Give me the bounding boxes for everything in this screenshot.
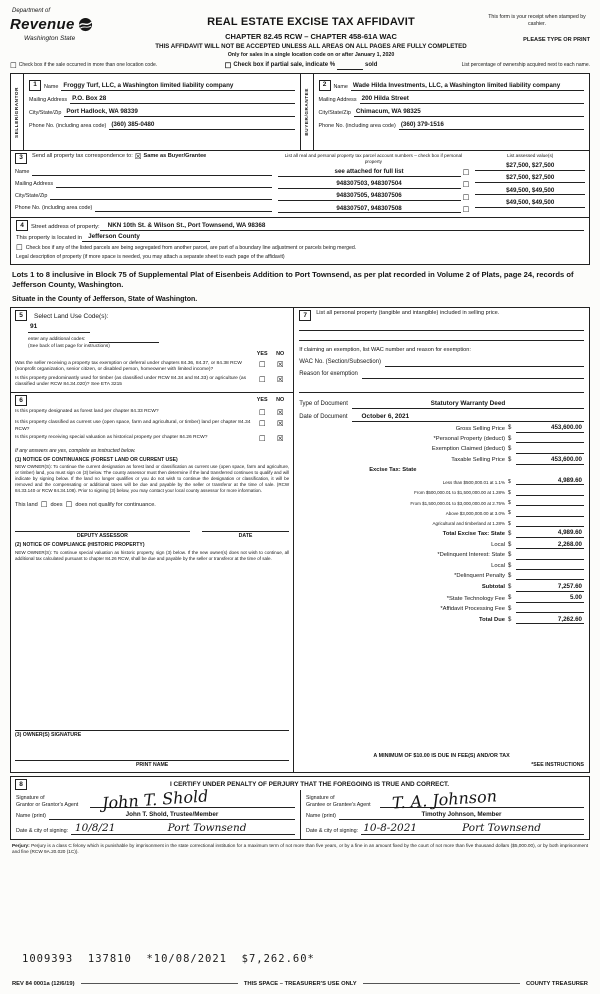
seller-phone-field[interactable]: (360) 385-0480 [109, 121, 294, 130]
corr-csz-field[interactable] [50, 192, 271, 200]
land-use-code-field[interactable]: 91 [28, 323, 90, 332]
delinquent-interest-state-field[interactable] [516, 552, 584, 560]
street-address-field[interactable]: NKN 10th St. & Wilson St., Port Townsend, WA 98368 [100, 222, 584, 231]
washington-state-label: Washington State [24, 35, 76, 43]
affidavit-processing-fee-field[interactable] [516, 605, 584, 613]
buyer-address-field[interactable]: 200 Hilda Street [360, 95, 584, 104]
tier2-tax-field[interactable] [516, 488, 584, 496]
exemption-reason-field[interactable] [362, 371, 584, 379]
grantor-date-field[interactable]: 10/8/21 [71, 823, 119, 835]
money-label: Gross Selling Price [455, 425, 505, 432]
land-use-code-label: Select Land Use Code(s): [34, 313, 109, 321]
title-block [138, 8, 484, 58]
seller-name-field[interactable]: Froggy Turf, LLC, a Washington limited liability company [61, 82, 294, 91]
parcel-row-value[interactable]: 948307503, 948307504 [278, 180, 461, 189]
dollar-sign: $ [508, 530, 512, 537]
yes-header: YES [256, 397, 268, 404]
money-label: Subtotal [481, 584, 505, 591]
q-no-checkbox[interactable]: ☒ [276, 359, 284, 369]
seller-phone-label: Phone No. (including area code) [29, 122, 107, 129]
parcel-row-checkbox[interactable]: ☐ [462, 180, 470, 190]
q-yes-checkbox[interactable]: ☐ [258, 434, 266, 444]
grantee-signature: T. A. Johnson [391, 786, 498, 814]
receipt-note: This form is your receipt when stamped by cashier. [488, 14, 586, 27]
see-back-note: (See back of last page for instructions) [28, 343, 110, 349]
seller-side-label: SELLER/GRANTOR [11, 74, 24, 150]
assessed-value[interactable]: $27,500, $27,500 [475, 162, 585, 171]
partial-sold-label: sold [365, 62, 378, 69]
exemption-intro: If claiming an exemption, list WAC number and reason for exemption: [299, 347, 471, 354]
dollar-sign: $ [508, 425, 512, 432]
does-not-label: does not qualify for continuance. [75, 501, 156, 508]
legal-description-label: Legal description of property (if more space is needed, you may attach a separate sheet to each page of the affidavit) [16, 253, 285, 260]
perjury-lead: Perjury: [12, 842, 30, 848]
state-technology-fee-field[interactable]: 5.00 [516, 594, 584, 603]
multi-location-checkbox[interactable]: ☐ [10, 61, 17, 71]
q-yes-checkbox[interactable]: ☐ [258, 359, 266, 369]
delinquent-penalty-field[interactable] [516, 572, 584, 580]
send-correspondence-label: Send all property tax correspondence to: [32, 152, 133, 159]
q-no-checkbox[interactable]: ☒ [276, 374, 284, 384]
document-type-label: Type of Document [299, 401, 348, 408]
tax-correspondence-section [10, 151, 590, 218]
parcel-row-value[interactable]: see attached for full list [278, 168, 461, 177]
subtotal-field[interactable]: 7,257.60 [516, 583, 584, 592]
does-label: does [50, 501, 63, 508]
total-excise-local-field[interactable]: 2,268.00 [516, 541, 584, 550]
no-header: NO [276, 397, 285, 404]
partial-sale-checkbox[interactable]: ☐ [224, 61, 232, 71]
personal-property-deduct-field[interactable] [516, 435, 584, 443]
this-land-label: This land [15, 501, 38, 508]
county-treasurer-label: COUNTY TREASURER [525, 980, 588, 987]
money-label: Less than $500,000.01 at 1.1% [442, 479, 505, 485]
dollar-sign: $ [508, 572, 512, 579]
grantor-signature-block [11, 786, 300, 838]
buyer-address-label: Mailing Address [318, 97, 357, 104]
money-label: From $1,500,000.01 to $3,000,000.00 at 2.75% [410, 500, 505, 506]
assessed-value[interactable]: $49,500, $49,500 [475, 187, 585, 196]
exemption-reason-label: Reason for exemption [299, 371, 358, 378]
dollar-sign: $ [508, 605, 512, 612]
type-or-print-label: PLEASE TYPE OR PRINT [523, 36, 590, 43]
parcel-row-value[interactable]: 948307505, 948307506 [278, 192, 461, 201]
selling-price-section [294, 307, 590, 773]
legal-description-text: Lots 1 to 8 inclusive in Block 75 of Supplemental Plat of Eisenbeis Addition to Port Townsend, as per plat recorded in Volume 2 of Plats, page 24, records of Jefferson County, Washington. [12, 270, 574, 290]
same-as-buyer-checkbox[interactable]: ☒ [134, 151, 142, 161]
header [10, 8, 590, 58]
footer-rule [363, 983, 520, 984]
total-due-field[interactable]: 7,262.60 [516, 616, 584, 625]
q-yes-checkbox[interactable]: ☐ [258, 407, 266, 417]
treasurer-space-label: THIS SPACE – TREASURER'S USE ONLY [243, 980, 357, 987]
grantor-date-city-label: Date & city of signing: [16, 827, 69, 834]
corr-address-label: Mailing Address [15, 181, 54, 188]
excise-tax-state-label: Excise Tax: State [369, 467, 417, 474]
additional-codes-field[interactable] [89, 336, 159, 343]
corr-address-field[interactable] [56, 180, 271, 188]
dollar-sign: $ [508, 457, 512, 464]
print-name-label: PRINT NAME [135, 761, 169, 768]
parcel-numbers-header: List all real and personal property tax parcel account numbers – check box if personal property [284, 152, 463, 164]
taxable-selling-price-field[interactable]: 453,600.00 [516, 456, 584, 465]
grantee-sig-label-1: Signature of [306, 795, 335, 802]
section-2-number: 2 [319, 80, 331, 91]
grantor-sig-label-1: Signature of [16, 795, 45, 802]
dollar-sign: $ [508, 500, 511, 506]
grantor-signature-field[interactable] [90, 786, 295, 814]
multi-location-label: Check box if the sale occurred in more than one location code. [18, 62, 158, 69]
grantee-name-print-field[interactable]: Timothy Johnson, Member [339, 811, 584, 820]
forest-land-question: Is this property designated as forest land per chapter 84.33 RCW? [15, 408, 159, 414]
section-3-number: 3 [15, 153, 27, 164]
grantee-date-city-label: Date & city of signing: [306, 827, 359, 834]
corr-name-field[interactable] [32, 168, 271, 176]
parcel-row-checkbox[interactable]: ☐ [462, 204, 470, 214]
q-no-checkbox[interactable]: ☒ [276, 419, 284, 429]
money-label: *State Technology Fee [446, 595, 505, 602]
money-label: From $500,000.01 to $1,500,000.00 at 1.28% [414, 490, 505, 496]
corr-csz-label: City/State/Zip [15, 193, 48, 200]
if-yes-note: If any answers are yes, complete as instructed below. [15, 447, 136, 454]
cashier-stamp: 1009393 137810 *10/08/2021 $7,262.60* [22, 952, 315, 965]
located-in-label: This property is located in [16, 234, 83, 241]
buyer-name-field[interactable]: Wade Hilda Investments, LLC, a Washington limited liability company [351, 82, 584, 91]
grantor-sig-label-2: Grantor or Grantor's Agent [16, 801, 79, 808]
section-8-number: 8 [15, 779, 27, 790]
money-label: Agricultural and timberland at 1.28% [432, 521, 505, 527]
dollar-sign: $ [508, 510, 511, 517]
owner-signature-label: (3) OWNER(S) SIGNATURE [15, 732, 82, 739]
form-revision-number: REV 84 0001a (12/6/19) [12, 980, 75, 987]
land-use-section [10, 307, 294, 393]
buyer-csz-field[interactable]: Chimacum, WA 98325 [354, 108, 584, 117]
dept-of-label: Department of [12, 8, 51, 14]
section-6-number: 6 [15, 395, 27, 406]
deputy-assessor-label: DEPUTY ASSESSOR [76, 532, 128, 539]
parcel-row-checkbox[interactable]: ☐ [462, 192, 470, 202]
money-label: Total Excise Tax: State [442, 530, 505, 537]
parcel-row-checkbox[interactable]: ☐ [462, 168, 470, 178]
money-label: Local [491, 542, 505, 549]
dollar-sign: $ [508, 520, 511, 527]
grantee-signature-field[interactable] [380, 786, 584, 814]
grantee-signature-block [300, 786, 589, 838]
agricultural-tax-field[interactable] [516, 519, 584, 527]
partial-sale-label: Check box if partial sale, indicate % [233, 62, 336, 69]
document-type-field[interactable]: Statutory Warranty Deed [352, 400, 584, 409]
document-date-label: Date of Document [299, 414, 348, 421]
date-label: DATE [238, 532, 253, 539]
tier4-tax-field[interactable] [516, 509, 584, 517]
current-use-question: Is this property classified as current use (open space, farm and agricultural, or timber) land per chapter 84.34 RCW? [15, 420, 251, 432]
dollar-sign: $ [508, 479, 511, 486]
minimum-fee-note: A MINIMUM OF $10.00 IS DUE IN FEE(S) AND/OR TAX [373, 753, 510, 760]
footer-rule [81, 983, 238, 984]
buyer-section [301, 73, 591, 151]
situate-line: Situate in the County of Jefferson, State of Washington. [12, 295, 198, 303]
seller-address-field[interactable]: P.O. Box 28 [70, 95, 294, 104]
located-county-field[interactable]: Jefferson County [82, 233, 210, 242]
parcel-row-value[interactable]: 948307507, 948307508 [278, 205, 461, 214]
section-7-number: 7 [299, 310, 311, 321]
form-title: REAL ESTATE EXCISE TAX AFFIDAVIT [207, 16, 415, 28]
perjury-note [10, 843, 590, 855]
state-emblem-icon [78, 17, 93, 32]
same-as-buyer-label: Same as Buyer/Grantee [143, 152, 207, 159]
grantor-signature: John T. Shold [101, 786, 209, 814]
dollar-sign: $ [508, 489, 511, 496]
buyer-phone-label: Phone No. (including area code) [318, 122, 396, 129]
corr-phone-field[interactable] [95, 204, 271, 212]
grantor-city-field[interactable]: Port Townsend [119, 823, 295, 835]
grantor-name-print-field[interactable]: John T. Shold, Trustee/Member [49, 811, 295, 820]
money-label: Taxable Selling Price [451, 457, 505, 464]
exemption-reason-field[interactable] [299, 383, 584, 393]
notice-continuance-body: NEW OWNER(S): To continue the current designation as forest land or classification as current use (open space, farm and agriculture, or timber) land, you must sign on (3) below. The county assessor must then determine if the land transferred continues to qualify and will indicate by signing below. If the land no longer qualifies or you do not wish to continue the designation or classification, it will be removed and the compensating or additional taxes will be due and payable by the seller or transferor at the time of sale. (RCW 84.33.140 or RCW 84.34.108). Prior to signing (3) below, you may contact your local county assessor for more information. [15, 464, 290, 494]
wac-number-field[interactable] [385, 359, 584, 367]
parties-row [10, 73, 590, 151]
dollar-sign: $ [508, 552, 512, 559]
yes-header: YES [256, 351, 268, 358]
section-1-number: 1 [29, 80, 41, 91]
notice-continuance-title: (1) NOTICE OF CONTINUANCE (FOREST LAND OR CURRENT USE) [15, 456, 178, 463]
no-header: NO [276, 351, 285, 358]
seller-address-label: Mailing Address [29, 97, 68, 104]
historical-property-question: Is this property receiving special valuation as historical property per chapter 84.26 RCW? [15, 435, 208, 441]
personal-property-field[interactable] [299, 321, 584, 331]
seller-csz-field[interactable]: Port Hadlock, WA 98339 [64, 108, 294, 117]
section-5-number: 5 [15, 310, 27, 321]
assessed-value[interactable]: $49,500, $49,500 [475, 199, 585, 208]
corr-phone-label: Phone No. (including area code) [15, 205, 93, 212]
buyer-phone-field[interactable]: (360) 379-1516 [399, 121, 584, 130]
segregated-label: Check box if any of the listed parcels are being segregated from another parcel, are part of a boundary line adjustment or parcels being merged. [25, 245, 357, 252]
personal-property-label: List all personal property (tangible and intangible) included in selling price. [316, 310, 500, 317]
partial-percent-field[interactable] [337, 63, 363, 70]
section-4-number: 4 [16, 220, 28, 231]
q-yes-checkbox[interactable]: ☐ [258, 374, 266, 384]
receipt-note-block [484, 8, 590, 43]
q-no-checkbox[interactable]: ☒ [276, 407, 284, 417]
exemption-deferral-question: Was the seller receiving a property tax exemption or deferral under chapters 84.36, 84.37, or 84.38 RCW (nonprofit organization, senior citizen, or disabled person, homeowner with limited income)? [15, 360, 242, 372]
chapter-line: CHAPTER 82.45 RCW – CHAPTER 458-61A WAC [225, 31, 397, 41]
buyer-name-label: Name [333, 84, 348, 91]
dollar-sign: $ [508, 446, 512, 453]
money-label: Exemption Claimed (deduct) [431, 446, 505, 453]
revenue-wordmark: Revenue [10, 15, 75, 33]
document-date-field[interactable]: October 6, 2021 [352, 413, 584, 422]
classification-section [10, 393, 294, 773]
dor-logo [10, 8, 138, 43]
footer [12, 981, 588, 988]
additional-codes-label: enter any additional codes: [28, 336, 86, 342]
ownership-percentage-note: List percentage of ownership acquired next to each name. [461, 62, 590, 69]
corr-name-label: Name [15, 169, 30, 176]
does-not-qualify-checkbox[interactable]: ☐ [65, 500, 73, 510]
completion-warning: THIS AFFIDAVIT WILL NOT BE ACCEPTED UNLESS ALL AREAS ON ALL PAGES ARE FULLY COMPLETED [155, 43, 467, 51]
seller-csz-label: City/State/Zip [29, 109, 62, 116]
q-yes-checkbox[interactable]: ☐ [258, 419, 266, 429]
dollar-sign: $ [508, 584, 512, 591]
assessed-values-header: List assessed value(s) [506, 152, 554, 158]
dollar-sign: $ [508, 541, 512, 548]
assessed-value[interactable]: $27,500, $27,500 [475, 174, 585, 183]
perjury-body: Perjury is a class C felony which is punishable by imprisonment in the state correctional institution for a maximum term of not more than five years, or by a fine in an amount fixed by the court of not more than five thousand dollars ($5,000.00), or by both imprisonment and fine (RCW 9A.20.020 (1C)). [12, 842, 588, 854]
grantee-date-field[interactable]: 10-8-2021 [361, 823, 419, 835]
timber-agriculture-question: Is this property predominantly used for timber (as classified under RCW 84.34 and 84.33) or agriculture (as classified under RCW 84.34.020)? See ETA 3215 [15, 375, 247, 388]
wac-number-label: WAC No. (Section/Subsection) [299, 359, 381, 366]
dollar-sign: $ [508, 616, 512, 623]
grantee-name-print-label: Name (print) [306, 813, 336, 820]
owner-signature-field[interactable] [15, 722, 289, 731]
money-label: Above $3,000,000.00 at 3.0% [445, 511, 505, 517]
notice-compliance-body: NEW OWNER(S): To continue special valuation as historic property, sign (3) below. If the new owner(s) does not wish to continue, all additional tax calculated pursuant to chapter 84.26 RCW, shall be due and payable by the seller or transferor at the time of sale. [15, 549, 290, 561]
does-qualify-checkbox[interactable]: ☐ [40, 500, 48, 510]
owner-print-name-field[interactable] [15, 752, 289, 761]
dollar-sign: $ [508, 435, 512, 442]
delinquent-interest-local-field[interactable] [516, 562, 584, 570]
seller-name-label: Name [44, 84, 59, 91]
exemption-claimed-field[interactable] [516, 446, 584, 454]
money-label: Local [491, 562, 505, 569]
grantor-name-print-label: Name (print) [16, 813, 46, 820]
segregated-checkbox[interactable]: ☐ [16, 243, 23, 253]
q-no-checkbox[interactable]: ☒ [276, 434, 284, 444]
single-location-note: Only for sales in a single location code on or after January 1, 2020 [227, 51, 395, 58]
money-label: *Delinquent Interest: State [437, 552, 505, 559]
buyer-side-label: BUYER/GRANTEE [301, 74, 314, 150]
tier3-tax-field[interactable] [516, 498, 584, 506]
buyer-csz-label: City/State/Zip [318, 109, 351, 116]
total-excise-state-field[interactable]: 4,989.60 [516, 529, 584, 538]
assessor-date-field[interactable] [202, 523, 289, 532]
personal-property-field[interactable] [299, 331, 584, 341]
seller-section [10, 73, 301, 151]
gross-selling-price-field[interactable]: 453,600.00 [516, 424, 584, 433]
tier1-tax-field[interactable]: 4,989.60 [516, 477, 584, 486]
grantee-sig-label-2: Grantee or Grantee's Agent [306, 801, 371, 808]
see-instructions-note: *SEE INSTRUCTIONS [531, 761, 584, 768]
money-label: *Delinquent Penalty [454, 573, 505, 580]
notice-compliance-title: (2) NOTICE OF COMPLIANCE (HISTORIC PROPERTY) [15, 542, 145, 549]
certify-statement: I CERTIFY UNDER PENALTY OF PERJURY THAT THE FOREGOING IS TRUE AND CORRECT. [169, 780, 450, 788]
property-location-section [10, 218, 590, 265]
money-label: Total Due [479, 617, 505, 624]
dollar-sign: $ [508, 562, 512, 569]
top-options-row [10, 62, 590, 70]
street-address-label: Street address of property: [31, 224, 100, 231]
main-columns [10, 307, 590, 773]
deputy-assessor-signature-field[interactable] [15, 523, 190, 532]
certification-section [10, 776, 590, 839]
money-label: *Affidavit Processing Fee [440, 605, 505, 612]
dollar-sign: $ [508, 595, 512, 602]
money-label: *Personal Property (deduct) [433, 435, 505, 442]
grantee-city-field[interactable]: Port Townsend [419, 823, 584, 835]
